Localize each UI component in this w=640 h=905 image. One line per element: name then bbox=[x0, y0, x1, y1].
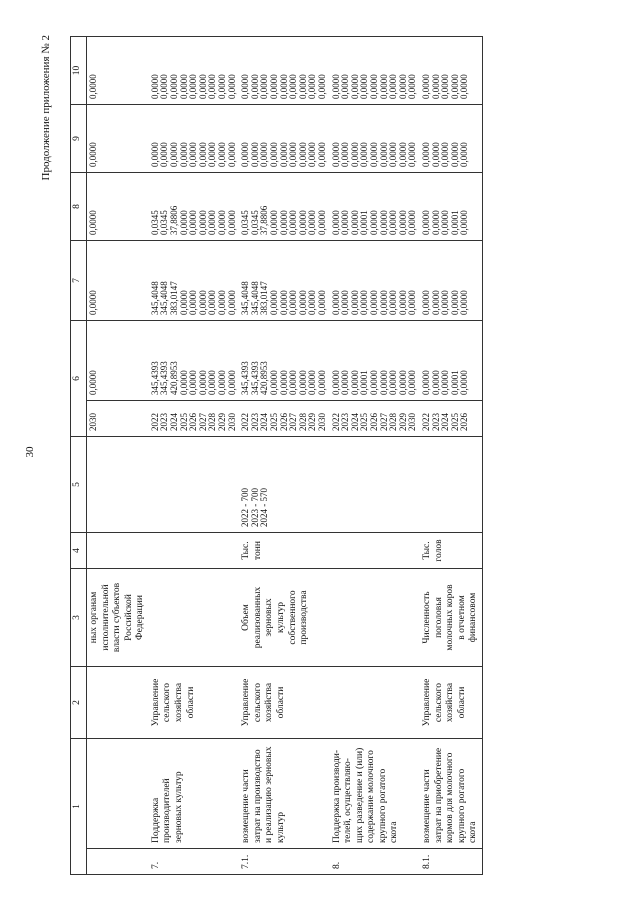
federal-funding: 0,0000 0,0000 0,0000 0,0000 0,0000 bbox=[420, 241, 482, 321]
indicator-name bbox=[149, 569, 239, 667]
indicator-name: ных органам исполнительной власти субъектов Российской Федерации bbox=[87, 569, 149, 667]
municipal-funding: 0,0000 bbox=[87, 105, 149, 173]
responsible-org bbox=[330, 667, 420, 739]
total-funding: 0,0000 0,0000 0,0000 0,0001 0,0000 0,0000 0,0000 0,0000 0,0000 bbox=[330, 321, 420, 401]
total-funding: 345,4393 345,4393 420,8953 0,0000 0,0000 0,0000 0,0000 0,0000 0,0000 bbox=[149, 321, 239, 401]
regional-funding: 0,0000 bbox=[87, 173, 149, 241]
unit-of-measure: Тыс. тонн bbox=[239, 533, 329, 569]
row-number: 7. bbox=[149, 849, 239, 875]
column-header-6: 6 bbox=[71, 321, 87, 437]
responsible-org: Управление сельского хозяйства области bbox=[239, 667, 329, 739]
unit-of-measure bbox=[149, 533, 239, 569]
unit-of-measure: Тыс. голов bbox=[420, 533, 482, 569]
regional-funding: 0,0000 0,0000 0,0000 0,0001 0,0000 bbox=[420, 173, 482, 241]
row-number bbox=[87, 849, 149, 875]
federal-funding: 345,4048 345,4048 383,0147 0,0000 0,0000 0,0000 0,0000 0,0000 0,0000 bbox=[149, 241, 239, 321]
federal-funding: 345,4048 345,4048 383,0147 0,0000 0,0000 0,0000 0,0000 0,0000 0,0000 bbox=[239, 241, 329, 321]
column-header-8: 8 bbox=[71, 173, 87, 241]
total-funding: 0,0000 bbox=[87, 321, 149, 401]
target-values bbox=[87, 437, 149, 533]
years-list: 2022 2023 2024 2025 2026 2027 2028 2029 2030 bbox=[149, 401, 239, 437]
table-row bbox=[149, 37, 239, 875]
program-table bbox=[70, 36, 483, 875]
years-list: 2022 2023 2024 2025 2026 2027 2028 2029 2030 bbox=[239, 401, 329, 437]
row-number: 8.1. bbox=[420, 849, 482, 875]
target-values: 2022 - 700 2023 - 700 2024 - 570 bbox=[239, 437, 329, 533]
responsible-org: Управление сельского хозяйства области bbox=[149, 667, 239, 739]
federal-funding: 0,0000 bbox=[87, 241, 149, 321]
target-values bbox=[330, 437, 420, 533]
table-row bbox=[87, 37, 149, 875]
municipal-funding: 0,0000 0,0000 0,0000 0,0000 0,0000 0,0000 0,0000 0,0000 0,0000 bbox=[330, 105, 420, 173]
indicator-name bbox=[330, 569, 420, 667]
other-funding: 0,0000 0,0000 0,0000 0,0000 0,0000 bbox=[420, 37, 482, 105]
column-header-5: 5 bbox=[71, 437, 87, 533]
column-header-2: 2 bbox=[71, 667, 87, 739]
table-row bbox=[330, 37, 420, 875]
table-body bbox=[87, 37, 483, 875]
row-number: 8. bbox=[330, 849, 420, 875]
column-header-4: 4 bbox=[71, 533, 87, 569]
other-funding: 0,0000 0,0000 0,0000 0,0000 0,0000 0,0000 0,0000 0,0000 0,0000 bbox=[149, 37, 239, 105]
column-header-3: 3 bbox=[71, 569, 87, 667]
regional-funding: 0,0345 0,0345 37,8806 0,0000 0,0000 0,0000 0,0000 0,0000 0,0000 bbox=[149, 173, 239, 241]
column-header-10: 10 bbox=[71, 37, 87, 105]
measure-name bbox=[87, 739, 149, 849]
federal-funding: 0,0000 0,0000 0,0000 0,0000 0,0000 0,0000 0,0000 0,0000 0,0000 bbox=[330, 241, 420, 321]
measure-name: Поддержка производи- телей, осуществляю- щих разведение и (или) содержание молочного крупного рогатого скота bbox=[330, 739, 420, 849]
regional-funding: 0,0345 0,0345 37,8806 0,0000 0,0000 0,0000 0,0000 0,0000 0,0000 bbox=[239, 173, 329, 241]
column-header-9: 9 bbox=[71, 105, 87, 173]
table-row bbox=[239, 37, 329, 875]
other-funding: 0,0000 0,0000 0,0000 0,0000 0,0000 0,0000 0,0000 0,0000 0,0000 bbox=[330, 37, 420, 105]
years-list: 2022 2023 2024 2025 2026 bbox=[420, 401, 482, 437]
years-list: 2030 bbox=[87, 401, 149, 437]
municipal-funding: 0,0000 0,0000 0,0000 0,0000 0,0000 0,0000 0,0000 0,0000 0,0000 bbox=[239, 105, 329, 173]
column-header-7: 7 bbox=[71, 241, 87, 321]
unit-of-measure bbox=[330, 533, 420, 569]
target-values bbox=[149, 437, 239, 533]
total-funding: 345,4393 345,4393 420,8953 0,0000 0,0000 0,0000 0,0000 0,0000 0,0000 bbox=[239, 321, 329, 401]
measure-name: Поддержка производителей зерновых культур bbox=[149, 739, 239, 849]
other-funding: 0,0000 0,0000 0,0000 0,0000 0,0000 0,0000 0,0000 0,0000 0,0000 bbox=[239, 37, 329, 105]
regional-funding: 0,0000 0,0000 0,0000 0,0001 0,0000 0,0000 0,0000 0,0000 0,0000 bbox=[330, 173, 420, 241]
indicator-name: Объем реализованных зерновых культур собственного производства bbox=[239, 569, 329, 667]
unit-of-measure bbox=[87, 533, 149, 569]
responsible-org: Управление сельского хозяйства области bbox=[420, 667, 482, 739]
measure-name: возмещение части затрат на приобретение кормов для молочного крупного рогатого скота bbox=[420, 739, 482, 849]
column-header-1: 1 bbox=[71, 739, 87, 875]
table-row bbox=[420, 37, 482, 875]
years-list: 2022 2023 2024 2025 2026 2027 2028 2029 2030 bbox=[330, 401, 420, 437]
municipal-funding: 0,0000 0,0000 0,0000 0,0000 0,0000 0,0000 0,0000 0,0000 0,0000 bbox=[149, 105, 239, 173]
continuation-title: Продолжение приложения № 2 bbox=[40, 35, 52, 181]
row-number: 7.1. bbox=[239, 849, 329, 875]
target-values bbox=[420, 437, 482, 533]
responsible-org bbox=[87, 667, 149, 739]
indicator-name: Численность поголовья молочных коров в отчетном финансовом bbox=[420, 569, 482, 667]
municipal-funding: 0,0000 0,0000 0,0000 0,0000 0,0000 bbox=[420, 105, 482, 173]
other-funding: 0,0000 bbox=[87, 37, 149, 105]
page-number: 30 bbox=[24, 446, 36, 458]
total-funding: 0,0000 0,0000 0,0000 0,0001 0,0000 bbox=[420, 321, 482, 401]
measure-name: возмещение части затрат на производство и реализацию зерновых культур bbox=[239, 739, 329, 849]
column-numbers-row bbox=[71, 37, 87, 875]
